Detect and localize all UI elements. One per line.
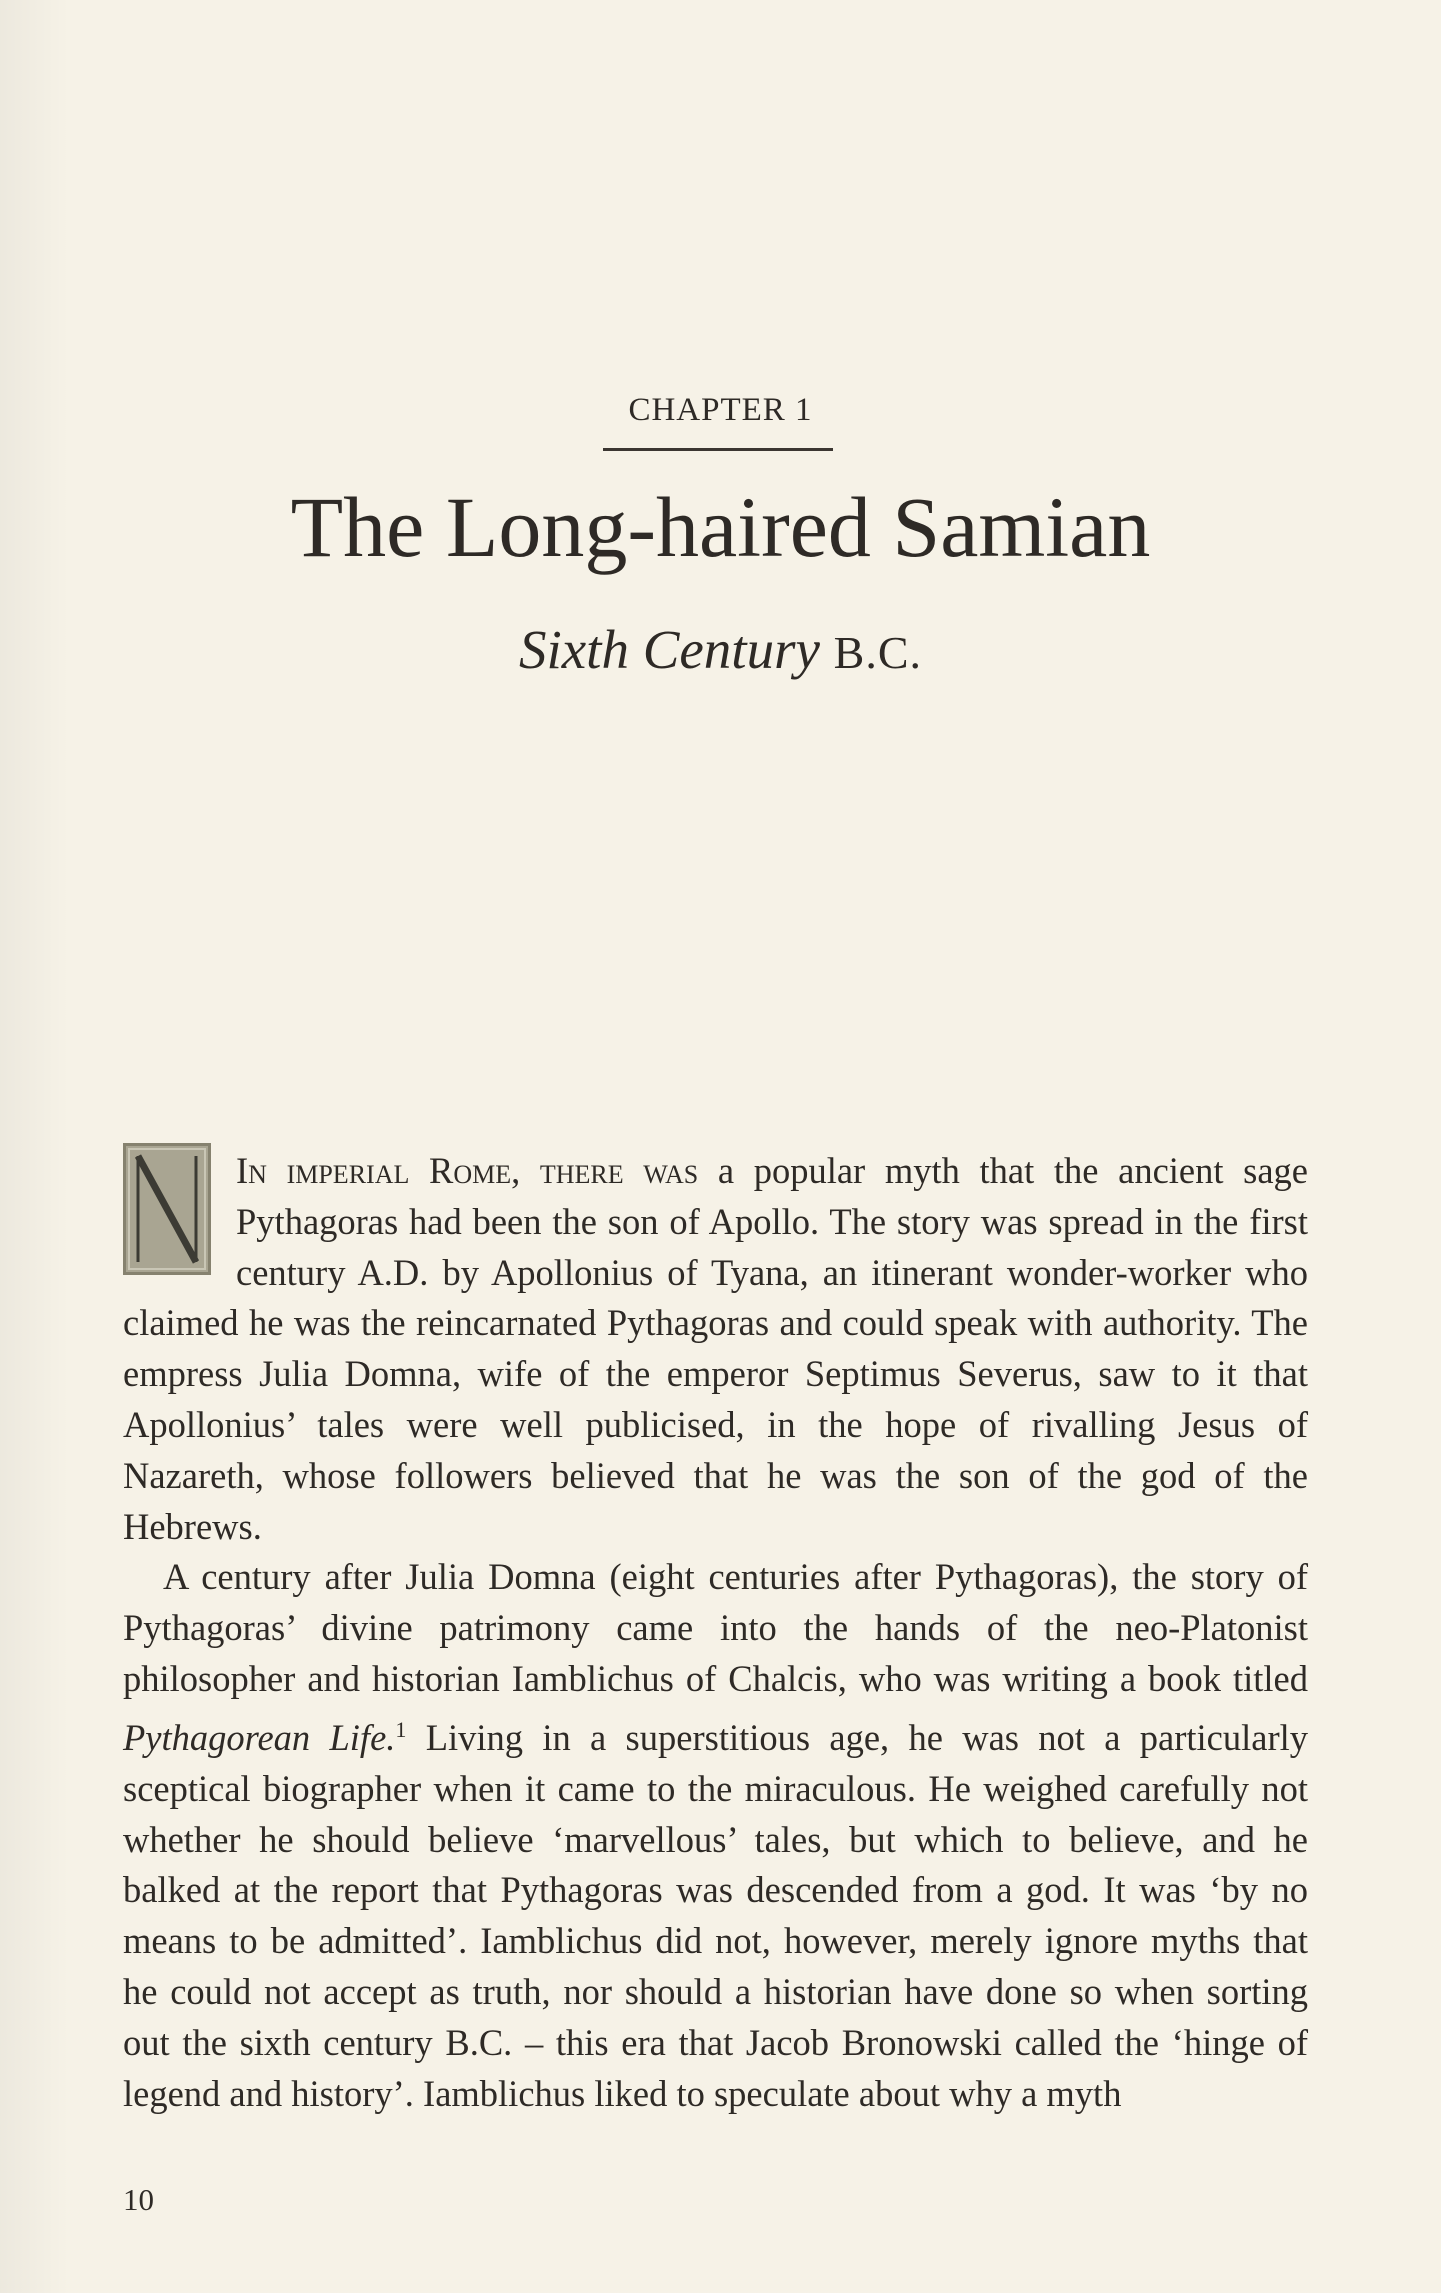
paragraph-2-text-b: Living in a superstitious age, he was not a particularly sceptical biographer when it came to the miraculous. He weighed carefully not whether he should believe ‘marvellous’ tales, but which to believe, and he balked at the report that Pythagoras was descended from a god. It was ‘by no means to be admitted’. Iamblichus did not, however, merely ignore myths that he could not accept as truth, nor should a historian have done so when sorting out the sixth century B.C. – this era that Jacob Bronowski called the ‘hinge of legend and history’. Iamblichus liked to speculate about why a myth [123,1716,1308,2114]
paragraph-2 [123,1552,1308,2119]
chapter-label: CHAPTER 1 [628,392,813,428]
footnote-marker: 1 [395,1716,407,1742]
page-number: 10 [123,2182,154,2217]
paragraph-2-text-a: A century after Julia Domna (eight centuries after Pythagoras), the story of Pythagoras’ divine patrimony came into the hands of the neo-Platonist philosopher and historian Iamblichus of Chalcis, who was writing a book titled [123,1556,1308,1699]
subtitle-italic: Sixth Century [518,619,820,680]
chapter-title: The Long-haired Samian [290,479,1151,575]
chapter-rule [603,448,833,451]
chapter-subtitle [0,618,1441,681]
paragraph-1 [123,1146,1308,1552]
body-text [123,1146,1308,2119]
page-edge-shading [0,0,70,2293]
subtitle-era: B.C. [833,627,923,678]
book-title: Pythagorean Life. [123,1716,396,1758]
paragraph-1-text: a popular myth that the ancient sage Pythagoras had been the son of Apollo. The story was spread in the first century A.D. by Apollonius of Tyana, an itinerant wonder-worker who claimed he was the reincarnated Pythagoras and could speak with authority. The empress Julia Domna, wife of the emperor Septimus Severus, saw to it that Apollonius’ tales were well publicised, in the hope of rivalling Jesus of Nazareth, whose followers believed that he was the son of the god of the Hebrews. [123,1150,1308,1547]
dropcap-spacer [123,1146,236,1296]
paragraph-1-lead: In imperial Rome, there was [236,1150,699,1191]
